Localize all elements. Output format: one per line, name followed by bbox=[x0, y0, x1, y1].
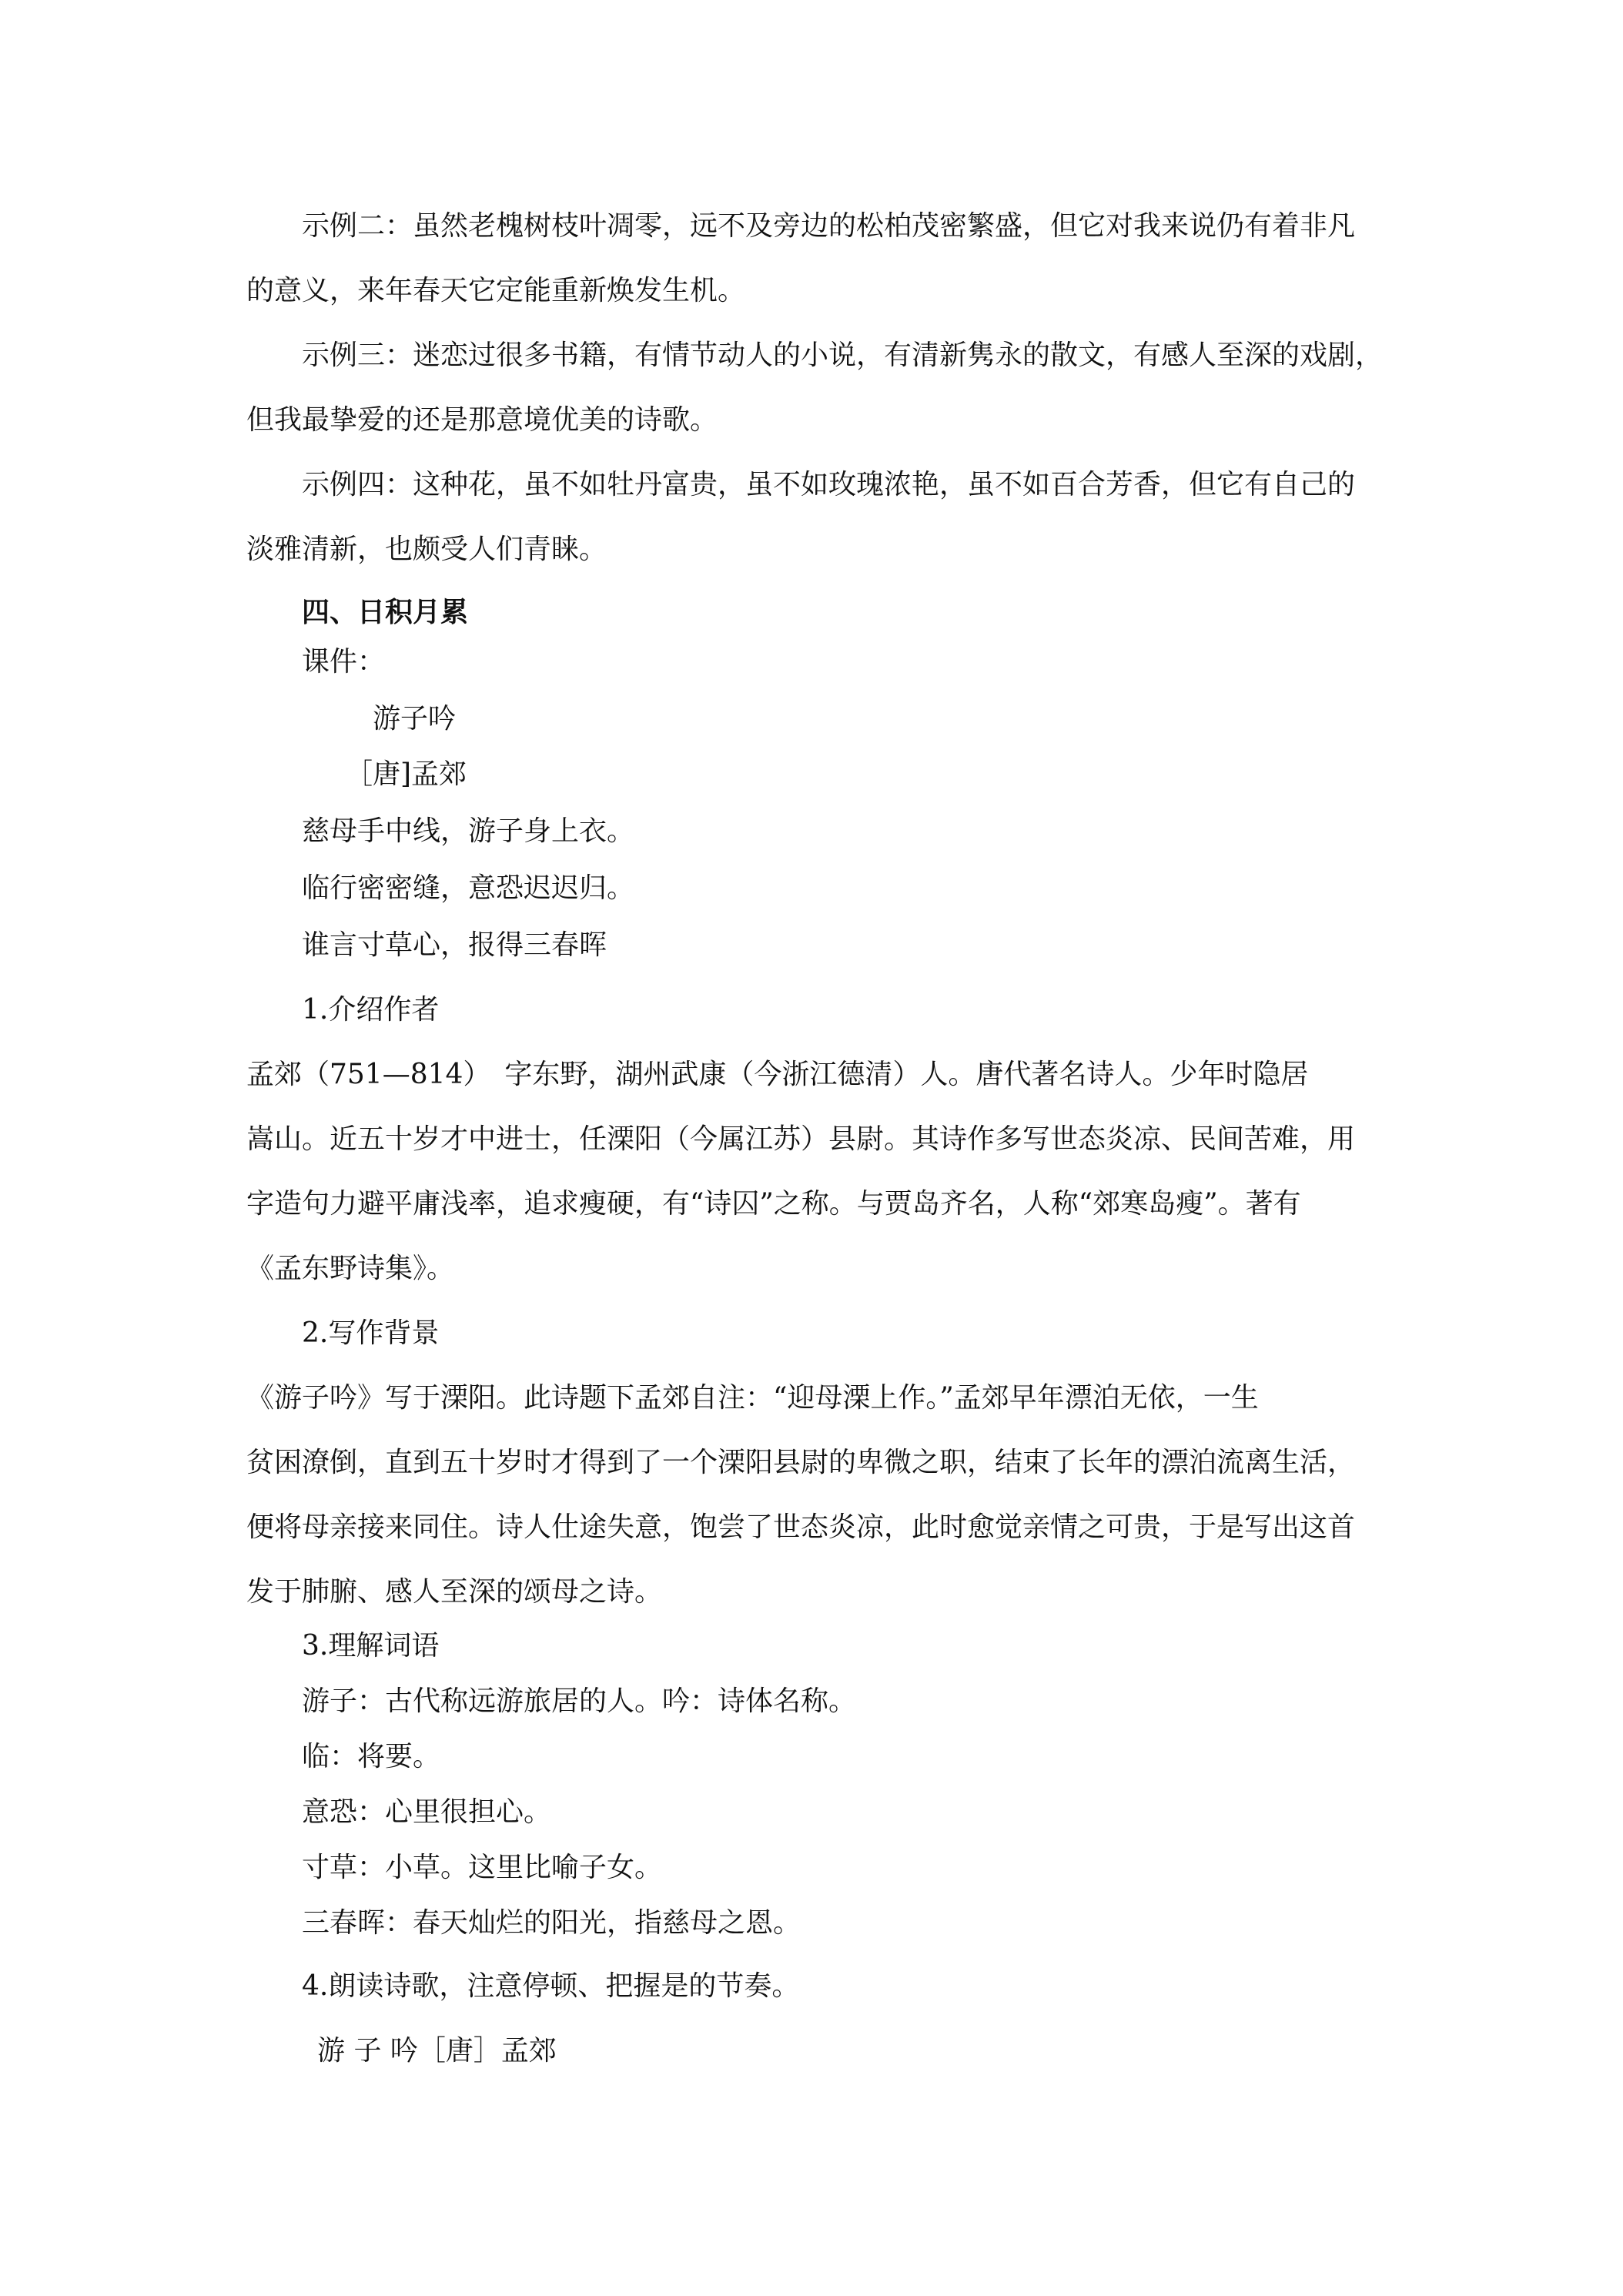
example-2-line-1: 示例二：虽然老槐树枝叶凋零，远不及旁边的松柏茂密繁盛，但它对我来说仍有着非凡 bbox=[302, 210, 1356, 242]
definition-5: 三春晖：春天灿烂的阳光，指慈母之恩。 bbox=[302, 1907, 801, 1939]
item-1-line-4: 《孟东野诗集》。 bbox=[246, 1253, 455, 1284]
poem-line-1: 慈母手中线，游子身上衣。 bbox=[302, 815, 635, 847]
item-1-line-1: 孟郊（751—814） 字东野，湖州武康（今浙江德清）人。唐代著名诗人。少年时隐居 bbox=[246, 1059, 1309, 1090]
poem-author: ［唐]孟郊 bbox=[345, 758, 467, 790]
item-2-title: 2.写作背景 bbox=[302, 1317, 440, 1349]
item-4-title: 4.朗读诗歌，注意停顿、把握是的节奏。 bbox=[302, 1970, 800, 2002]
item-3-title: 3.理解词语 bbox=[302, 1630, 440, 1662]
poem-title: 游子吟 bbox=[373, 703, 457, 735]
item-2-line-4: 发于肺腑、感人至深的颂母之诗。 bbox=[246, 1576, 663, 1608]
example-2-line-2: 的意义，来年春天它定能重新焕发生机。 bbox=[246, 275, 746, 306]
example-4-line-1: 示例四：这种花，虽不如牡丹富贵，虽不如玫瑰浓艳，虽不如百合芳香，但它有自己的 bbox=[302, 469, 1356, 500]
example-3-line-1: 示例三：迷恋过很多书籍，有情节动人的小说，有清新隽永的散文，有感人至深的戏剧， bbox=[302, 340, 1384, 371]
poem-recital-header: 游 子 吟［唐］孟郊 bbox=[317, 2035, 557, 2067]
item-2-line-2: 贫困潦倒，直到五十岁时才得到了一个溧阳县尉的卑微之职，结束了长年的漂泊流离生活， bbox=[246, 1447, 1356, 1478]
item-1-title: 1.介绍作者 bbox=[302, 994, 440, 1026]
item-2-line-1: 《游子吟》写于溧阳。此诗题下孟郊自注：“迎母溧上作。”孟郊早年漂泊无依，一生 bbox=[246, 1382, 1259, 1414]
definition-4: 寸草：小草。这里比喻子女。 bbox=[302, 1852, 663, 1883]
definition-2: 临：将要。 bbox=[302, 1741, 441, 1772]
section-heading: 四、日积月累 bbox=[302, 597, 469, 628]
poem-line-3: 谁言寸草心，报得三春晖 bbox=[302, 929, 607, 961]
definition-3: 意恐：心里很担心。 bbox=[302, 1796, 552, 1828]
item-1-line-2: 嵩山。近五十岁才中进士，任溧阳（今属江苏）县尉。其诗作多写世态炎凉、民间苦难，用 bbox=[246, 1123, 1356, 1155]
example-3-line-2: 但我最挚爱的还是那意境优美的诗歌。 bbox=[246, 404, 718, 436]
courseware-label: 课件： bbox=[302, 646, 386, 678]
item-2-line-3: 便将母亲接来同住。诗人仕途失意，饱尝了世态炎凉，此时愈觉亲情之可贵，于是写出这首 bbox=[246, 1511, 1356, 1543]
definition-1: 游子：古代称远游旅居的人。吟：诗体名称。 bbox=[302, 1685, 857, 1717]
example-4-line-2: 淡雅清新，也颇受人们青睐。 bbox=[246, 534, 607, 565]
item-1-line-3: 字造句力避平庸浅率，追求瘦硬，有“诗囚”之称。与贾岛齐名，人称“郊寒岛瘦”。著有 bbox=[246, 1188, 1301, 1220]
poem-line-2: 临行密密缝，意恐迟迟归。 bbox=[302, 872, 635, 904]
